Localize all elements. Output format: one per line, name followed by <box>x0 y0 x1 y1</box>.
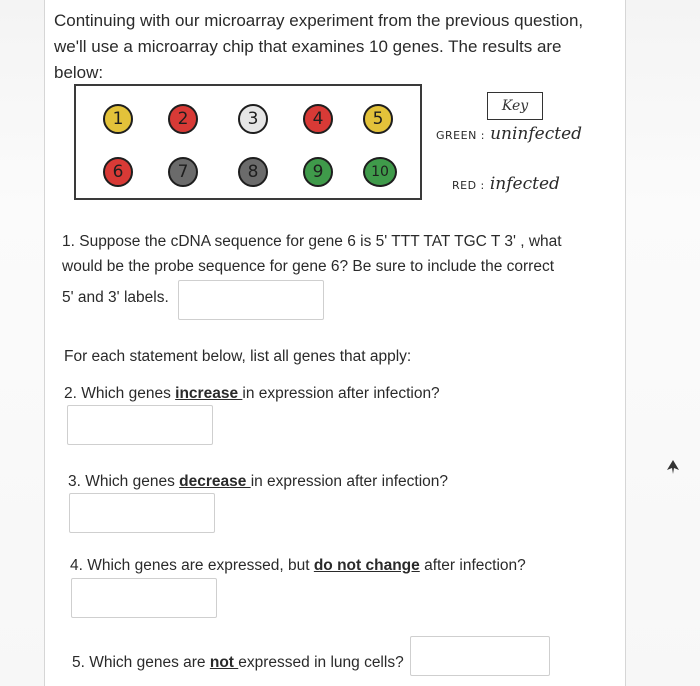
gene-spot-6 <box>103 157 133 187</box>
q1-line-3: 5' and 3' labels. <box>62 289 169 306</box>
q4-post: after infection? <box>419 557 526 574</box>
gene-spot-label: 10 <box>371 164 389 180</box>
q2-emphasis: increase <box>175 385 243 402</box>
key-green-value: uninfected <box>490 124 583 144</box>
question-3 <box>68 469 448 494</box>
question-4 <box>70 553 526 578</box>
gene-spot-label: 2 <box>177 109 189 129</box>
key-red-row <box>452 174 560 194</box>
instructions-text: For each statement below, list all genes that apply: <box>64 348 412 365</box>
q2-answer-input[interactable] <box>67 405 213 445</box>
q3-answer-input[interactable] <box>69 493 215 533</box>
key-green-label: GREEN : <box>436 129 485 142</box>
gene-spot-4 <box>303 104 333 134</box>
q3-emphasis: decrease <box>179 473 251 490</box>
gene-spot-label: 1 <box>112 109 124 129</box>
gene-spot-label: 3 <box>247 109 259 129</box>
gene-spot-5 <box>363 104 393 134</box>
gene-spot-8 <box>238 157 268 187</box>
gene-spot-3 <box>238 104 268 134</box>
gene-spot-2 <box>168 104 198 134</box>
gene-spot-label: 6 <box>112 162 124 182</box>
q4-emphasis: do not change <box>313 557 420 574</box>
gene-spot-1 <box>103 104 133 134</box>
gene-spot-label: 8 <box>247 162 259 182</box>
q3-post: in expression after infection? <box>250 473 448 490</box>
q4-answer-input[interactable] <box>71 578 217 618</box>
intro-text <box>54 8 614 86</box>
intro-line-2: we'll use a microarray chip that examines 10 genes. The results are below: <box>54 37 562 82</box>
key-red-value: infected <box>489 174 560 194</box>
gene-spot-label: 5 <box>372 109 384 129</box>
q3-pre: 3. Which genes <box>68 473 180 490</box>
question-5 <box>72 650 404 675</box>
q5-post: expressed in lung cells? <box>238 654 404 671</box>
q1-line-1: 1. Suppose the cDNA sequence for gene 6 is 5' TTT TAT TGC T 3' , what <box>62 233 562 250</box>
q5-answer-input[interactable] <box>410 636 550 676</box>
key-red-label: RED : <box>452 179 485 192</box>
gene-spot-7 <box>168 157 198 187</box>
q2-pre: 2. Which genes <box>64 385 176 402</box>
intro-line-1: Continuing with our microarray experiment from the previous question, <box>54 11 584 30</box>
q5-emphasis: not <box>209 654 239 671</box>
gene-spot-label: 4 <box>312 109 324 129</box>
gene-spot-label: 9 <box>312 162 324 182</box>
q1-answer-input[interactable] <box>178 280 324 320</box>
q2-post: in expression after infection? <box>242 385 440 402</box>
gene-spot-9 <box>303 157 333 187</box>
mouse-cursor-icon <box>667 460 679 474</box>
q5-pre: 5. Which genes are <box>72 654 210 671</box>
key-title: Key <box>487 92 543 120</box>
q4-pre: 4. Which genes are expressed, but <box>70 557 314 574</box>
gene-spot-label: 7 <box>177 162 189 182</box>
question-2 <box>64 381 440 406</box>
gene-spot-10 <box>363 157 397 187</box>
key-green-row <box>436 124 582 144</box>
question-1 <box>62 229 602 310</box>
q1-line-2: would be the probe sequence for gene 6? Be sure to include the correct <box>62 258 555 275</box>
